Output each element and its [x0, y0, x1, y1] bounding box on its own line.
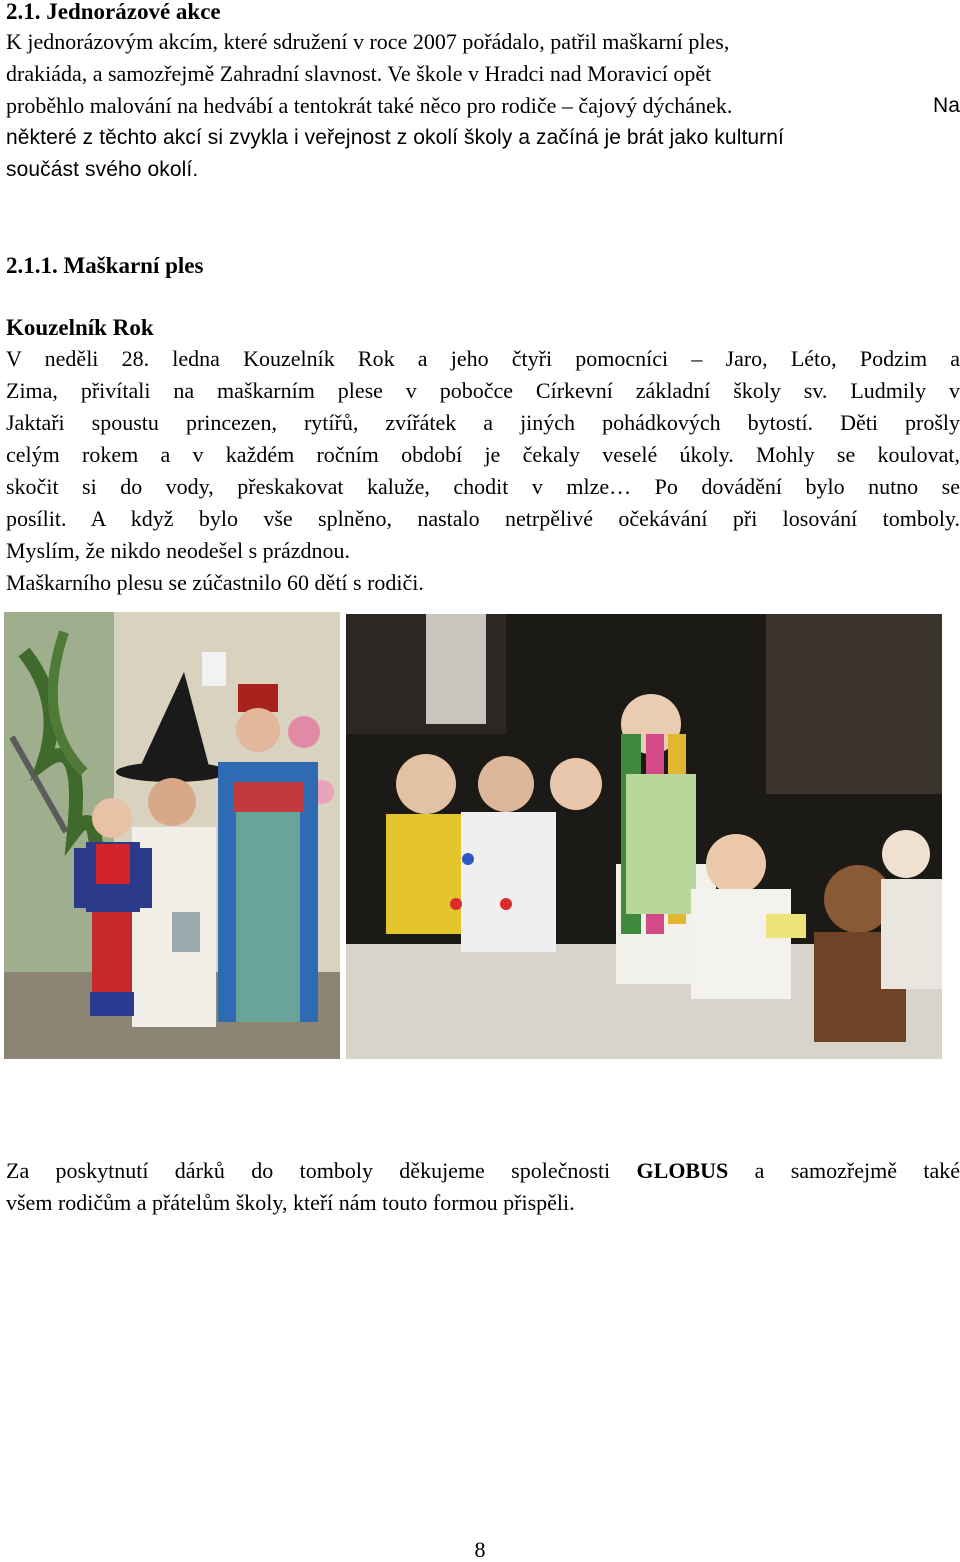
section-heading: 2.1. Jednorázové akce	[6, 0, 221, 24]
intro-line: K jednorázovým akcím, které sdružení v roce 2007 pořádalo, patřil maškarní ples,	[6, 29, 730, 54]
thanks-text: a samozřejmě také	[728, 1158, 960, 1183]
body-line: Zima, přivítali na maškarním plese v pobočce Církevní základní školy sv. Ludmily v	[6, 378, 960, 403]
body-line: celým rokem a v každém ročním období je čekaly veselé úkoly. Mohly se koulovat,	[6, 442, 960, 467]
thanks-line	[6, 1155, 960, 1187]
photo-costumed-children	[346, 614, 942, 1059]
intro-line-sans: Na	[932, 94, 960, 117]
intro-line-sans: součást svého okolí.	[6, 158, 199, 181]
photo-costumed-family	[4, 612, 340, 1059]
article-body	[6, 343, 960, 599]
subsection-heading: 2.1.1. Maškarní ples	[6, 253, 204, 278]
thanks-line: všem rodičům a přátelům školy, kteří nám touto formou přispěli.	[6, 1190, 575, 1215]
body-line: Myslím, že nikdo neodešel s prázdnou.	[6, 538, 350, 563]
intro-line-text: proběhlo malování na hedvábí a tentokrát také něco pro rodiče – čajový dýchánek.	[6, 93, 733, 118]
thanks-text: Za poskytnutí dárků do tomboly děkujeme společnosti	[6, 1158, 637, 1183]
photo-costumed-family-image	[4, 612, 340, 1059]
thanks-paragraph	[6, 1155, 960, 1219]
intro-line	[6, 90, 960, 122]
body-line: posílit. A když bylo vše splněno, nastalo netrpělivé očekávání při losování tomboly.	[6, 506, 960, 531]
article-title: Kouzelník Rok	[6, 315, 154, 340]
intro-line-sans: některé z těchto akcí si zvykla i veřejnost z okolí školy a začíná je brát jako kulturní	[6, 126, 784, 149]
body-line: skočit si do vody, přeskakovat kaluže, chodit v mlze… Po dovádění bylo nutno se	[6, 474, 960, 499]
body-line: Jaktaři spoustu princezen, rytířů, zvířátek a jiných pohádkových bytostí. Děti prošly	[6, 410, 960, 435]
intro-paragraph	[6, 26, 960, 186]
page-number: 8	[474, 1537, 486, 1562]
body-line: V neděli 28. ledna Kouzelník Rok a jeho čtyři pomocníci – Jaro, Léto, Podzim a	[6, 346, 960, 371]
sponsor-name: GLOBUS	[636, 1158, 729, 1183]
attendance-line: Maškarního plesu se zúčastnilo 60 dětí s rodiči.	[6, 570, 424, 595]
intro-line: drakiáda, a samozřejmě Zahradní slavnost. Ve škole v Hradci nad Moravicí opět	[6, 61, 712, 86]
photo-costumed-children-image	[346, 614, 942, 1059]
